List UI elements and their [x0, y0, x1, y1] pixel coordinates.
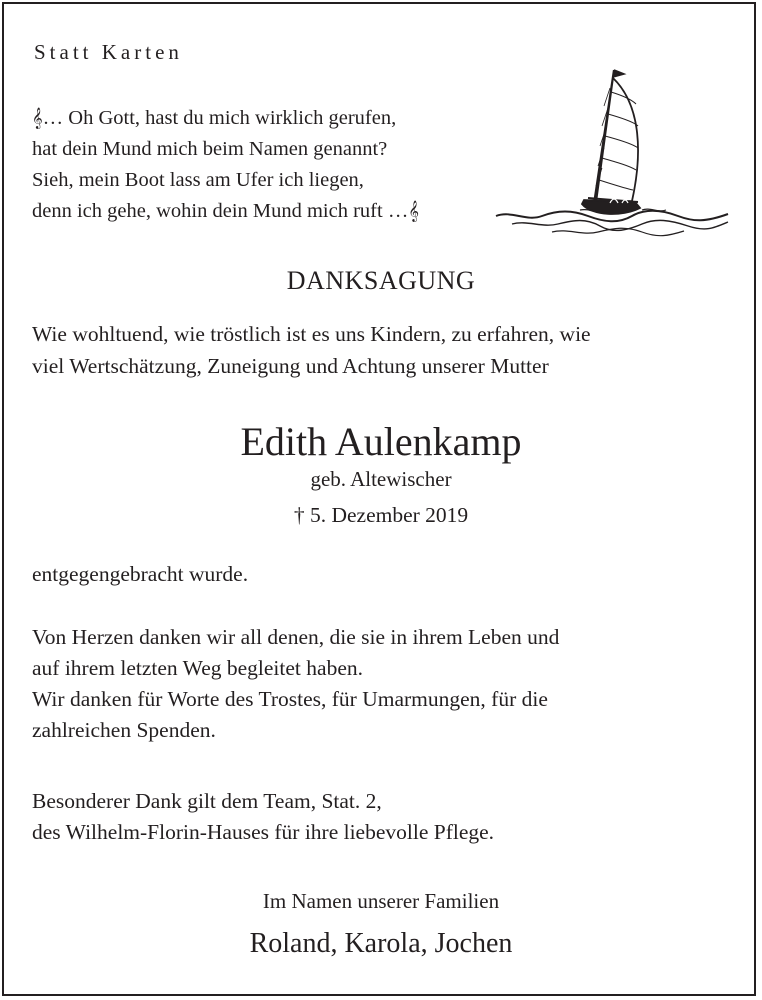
- thanks-paragraph: [32, 622, 559, 746]
- birth-name: geb. Altewischer: [310, 467, 452, 491]
- thanks-line-2: auf ihrem letzten Weg begleitet haben.: [32, 656, 363, 680]
- thanks-line-4: zahlreichen Spenden.: [32, 718, 216, 742]
- treble-clef-icon: 𝄞: [32, 108, 43, 129]
- signers: Roland, Karola, Jochen: [249, 928, 513, 959]
- page-title: DANKSAGUNG: [286, 266, 476, 295]
- death-date: † 5. Dezember 2019: [293, 503, 469, 527]
- special-thanks-line-2: des Wilhelm-Florin-Hauses für ihre liebevolle Pflege.: [32, 820, 495, 844]
- intro-paragraph: [32, 318, 591, 382]
- poem-line-4: [32, 196, 419, 227]
- intro-line-2: viel Wertschätzung, Zuneigung und Achtung unserer Mutter: [32, 354, 549, 378]
- thanks-line-3: Wir danken für Worte des Trostes, für Umarmungen, für die: [32, 687, 548, 711]
- poem-line-2: hat dein Mund mich beim Namen genannt?: [32, 138, 388, 160]
- sailboat-icon: [492, 66, 732, 246]
- special-thanks-paragraph: [32, 786, 494, 848]
- poem-line-3: Sieh, mein Boot lass am Ufer ich liegen,: [32, 169, 364, 191]
- poem-line-4-text: denn ich gehe, wohin dein Mund mich ruft …: [32, 200, 409, 222]
- thanks-line-1: Von Herzen danken wir all denen, die sie in ihrem Leben und: [32, 625, 560, 649]
- treble-clef-icon: 𝄞: [408, 201, 419, 222]
- intro-line-1: Wie wohltuend, wie tröstlich ist es uns Kindern, zu erfahren, wie: [32, 322, 591, 346]
- poem-line-1-text: … Oh Gott, hast du mich wirklich gerufen,: [42, 107, 397, 129]
- poem-verse: [32, 103, 419, 227]
- closing-line: Im Namen unserer Familien: [262, 889, 500, 913]
- deceased-name: Edith Aulenkamp: [240, 419, 522, 464]
- poem-line-1: [32, 103, 419, 134]
- special-thanks-line-1: Besonderer Dank gilt dem Team, Stat. 2,: [32, 789, 382, 813]
- after-name-text: entgegengebracht wurde.: [32, 562, 249, 586]
- statt-karten-label: Statt Karten: [34, 40, 183, 64]
